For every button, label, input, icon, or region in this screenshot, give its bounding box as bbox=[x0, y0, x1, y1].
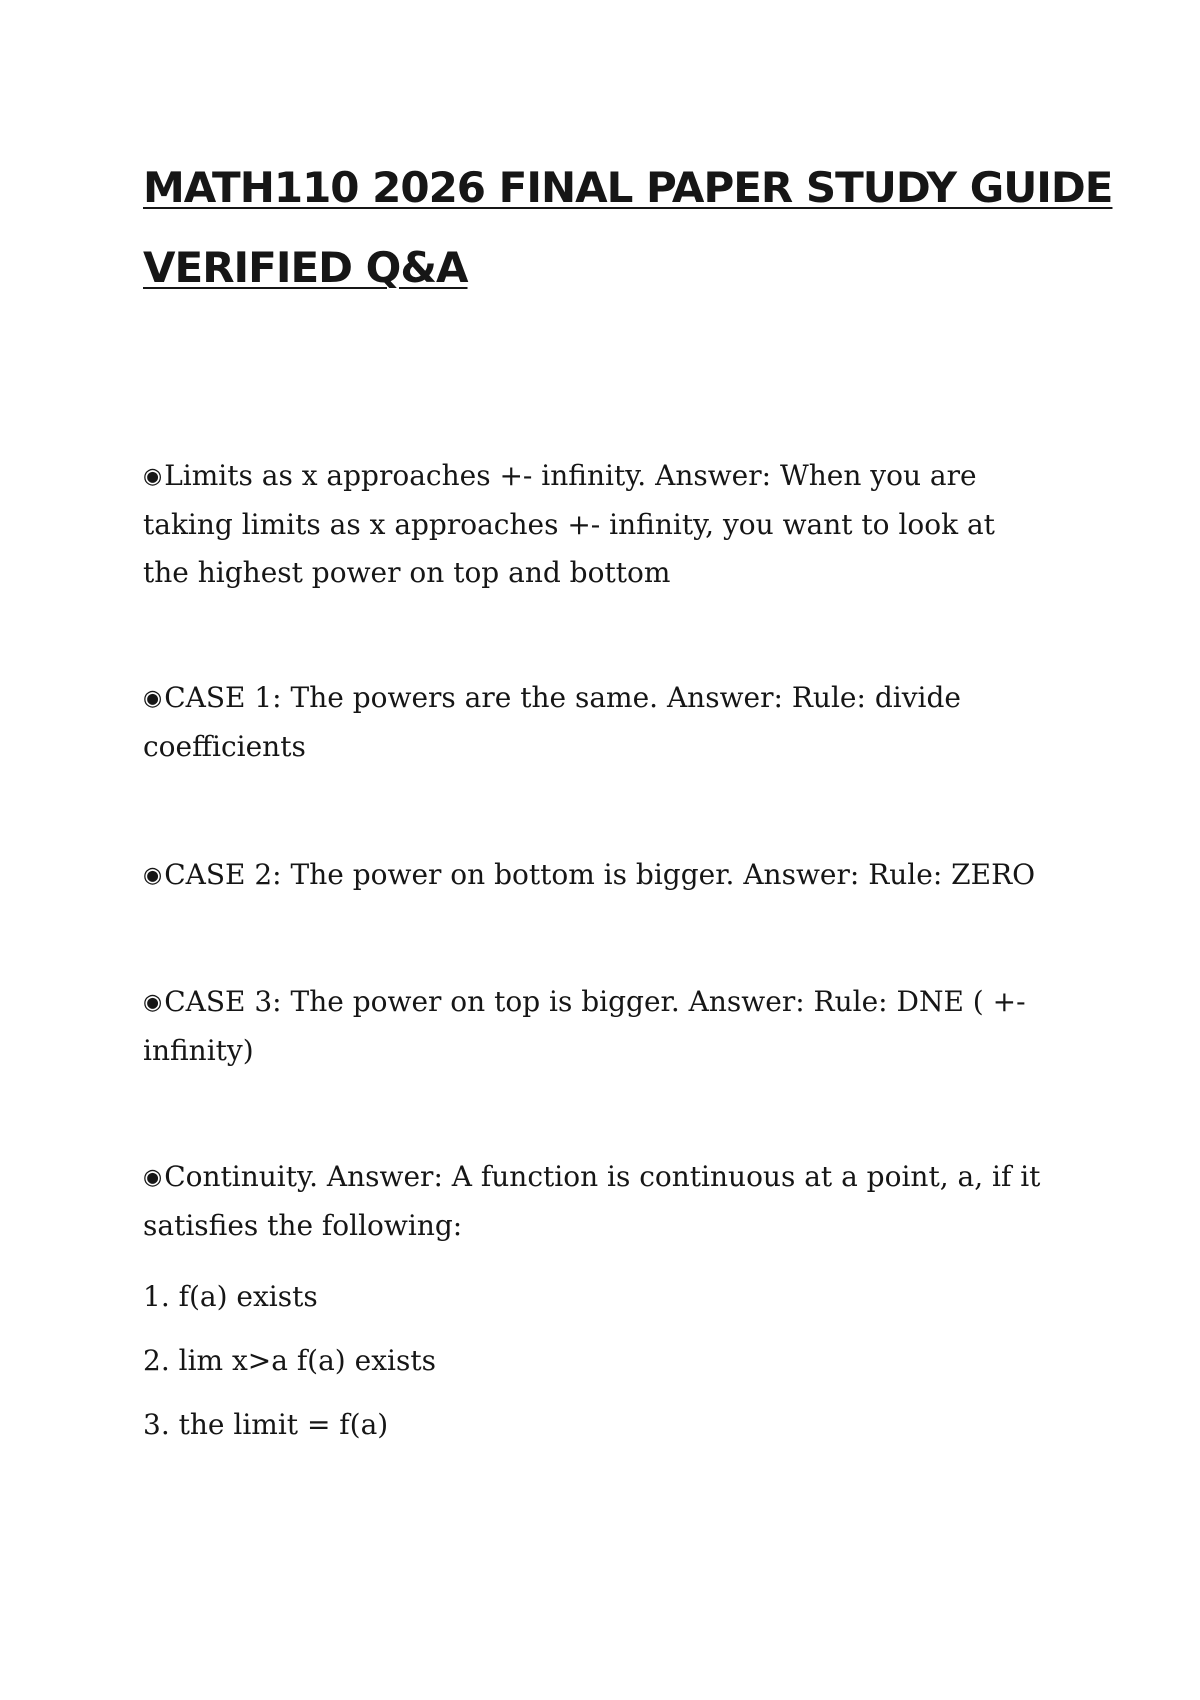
page-title bbox=[143, 148, 1113, 308]
radio-bullet-icon: ◉ bbox=[143, 464, 163, 489]
qa-item-limits-infinity bbox=[143, 452, 1043, 597]
radio-bullet-icon: ◉ bbox=[143, 990, 163, 1015]
qa-item-text: Limits as x approaches +- infinity. Answer: When you are taking limits as x approaches +- infinity, you want to look at the highest power on top and bottom bbox=[143, 459, 995, 589]
title-line-2: VERIFIED Q&A bbox=[143, 243, 468, 292]
radio-bullet-icon: ◉ bbox=[143, 686, 163, 711]
title-line-1: MATH110 2026 FINAL PAPER STUDY GUIDE bbox=[143, 163, 1113, 212]
qa-item-continuity bbox=[143, 1153, 1043, 1250]
radio-bullet-icon: ◉ bbox=[143, 863, 163, 888]
radio-bullet-icon: ◉ bbox=[143, 1165, 163, 1190]
continuity-condition-item: 1. f(a) exists bbox=[143, 1280, 318, 1313]
qa-item-text: CASE 3: The power on top is bigger. Answer: Rule: DNE ( +- infinity) bbox=[143, 985, 1026, 1067]
continuity-condition-list bbox=[143, 1265, 436, 1457]
qa-item-text: CASE 1: The powers are the same. Answer: Rule: divide coefficients bbox=[143, 681, 961, 763]
continuity-condition-item: 2. lim x>a f(a) exists bbox=[143, 1344, 436, 1377]
continuity-condition-item: 3. the limit = f(a) bbox=[143, 1408, 389, 1441]
qa-item-case-2 bbox=[143, 851, 1043, 900]
qa-item-case-3 bbox=[143, 978, 1043, 1075]
qa-item-text: Continuity. Answer: A function is continuous at a point, a, if it satisfies the following: bbox=[143, 1160, 1041, 1242]
qa-item-case-1 bbox=[143, 674, 1043, 771]
qa-item-text: CASE 2: The power on bottom is bigger. Answer: Rule: ZERO bbox=[164, 858, 1036, 891]
